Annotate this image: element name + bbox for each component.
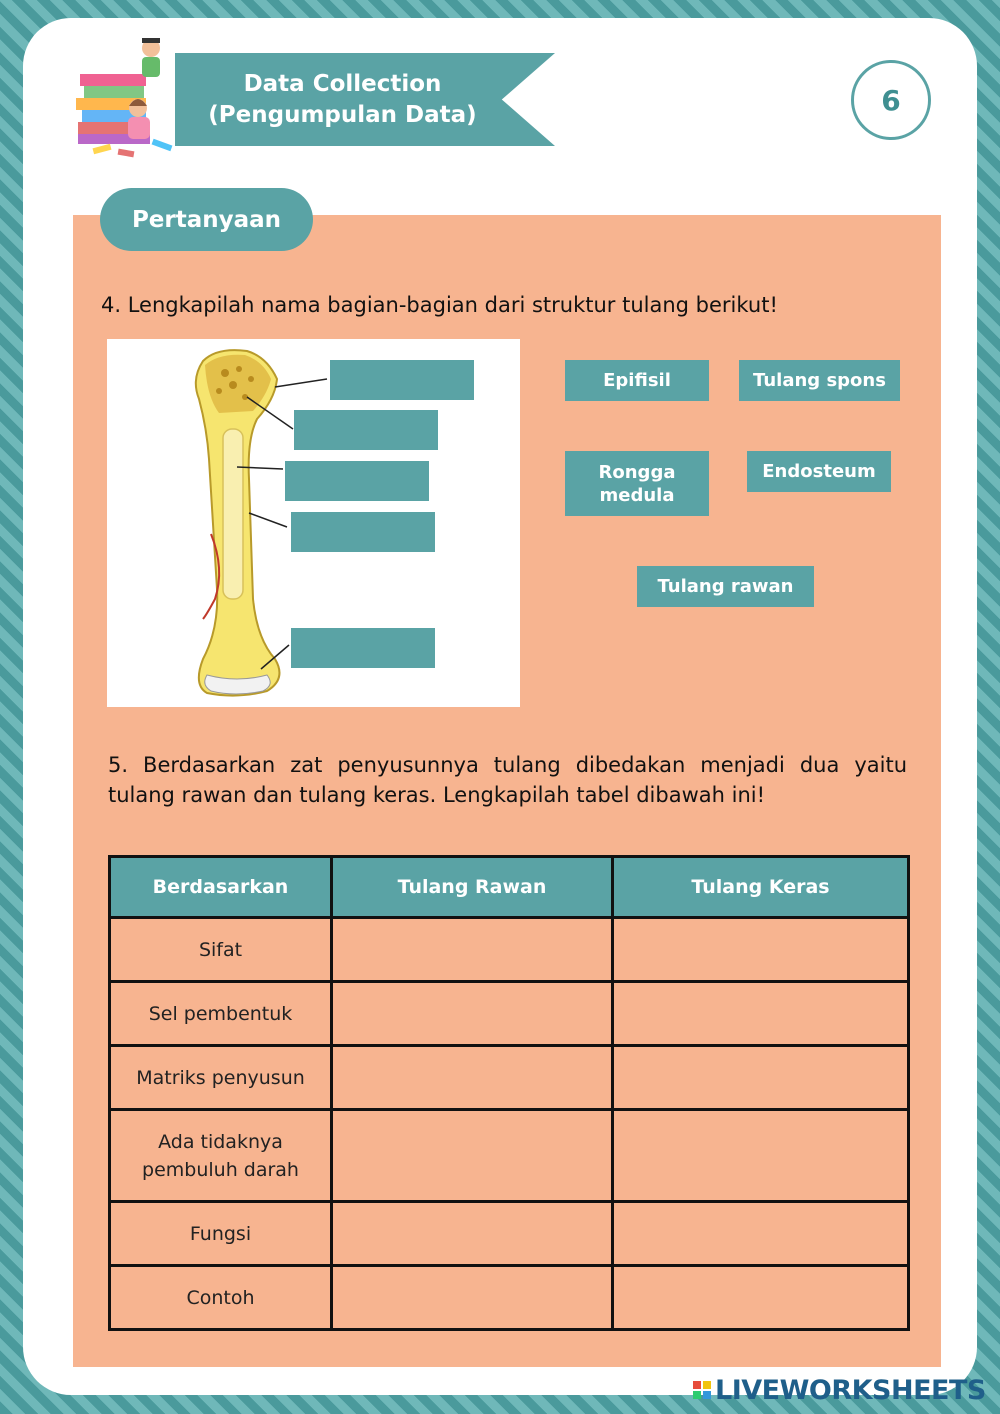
table-row — [110, 982, 909, 1046]
row-label: Matriks penyusun — [110, 1046, 332, 1110]
question-4-text: 4. Lengkapilah nama bagian-bagian dari struktur tulang berikut! — [101, 293, 778, 317]
section-tab: Pertanyaan — [100, 188, 313, 251]
answer-cell[interactable] — [332, 918, 613, 982]
row-label: Contoh — [110, 1266, 332, 1330]
table-row — [110, 1110, 909, 1202]
liveworksheets-logo[interactable] — [693, 1372, 986, 1408]
row-label: Sel pembentuk — [110, 982, 332, 1046]
row-label: Sifat — [110, 918, 332, 982]
header-berdasarkan: Berdasarkan — [110, 857, 332, 918]
answer-box-4[interactable] — [291, 512, 435, 552]
answer-cell[interactable] — [613, 982, 909, 1046]
option-endosteum[interactable]: Endosteum — [747, 451, 891, 492]
title-line-1: Data Collection — [243, 70, 442, 97]
answer-cell[interactable] — [613, 1046, 909, 1110]
answer-cell[interactable] — [613, 1110, 909, 1202]
table-row — [110, 918, 909, 982]
answer-box-5[interactable] — [291, 628, 435, 668]
answer-cell[interactable] — [332, 1046, 613, 1110]
option-epifisil[interactable]: Epifisil — [565, 360, 709, 401]
answer-cell[interactable] — [332, 1202, 613, 1266]
page-number-badge: 6 — [851, 60, 931, 140]
answer-box-2[interactable] — [294, 410, 438, 450]
answer-cell[interactable] — [332, 1110, 613, 1202]
question-5-text: 5. Berdasarkan zat penyusunnya tulang dibedakan menjadi dua yaitu tulang rawan dan tulang keras. Lengkapilah tabel dibawah ini! — [108, 753, 907, 807]
option-rongga-medula[interactable]: Rongga medula — [565, 451, 709, 516]
answer-cell[interactable] — [613, 1266, 909, 1330]
table-row — [110, 1046, 909, 1110]
title-banner-text — [175, 53, 510, 146]
option-tulang-rawan[interactable]: Tulang rawan — [637, 566, 814, 607]
header-tulang-rawan: Tulang Rawan — [332, 857, 613, 918]
answer-cell[interactable] — [613, 918, 909, 982]
title-line-2: (Pengumpulan Data) — [208, 101, 477, 128]
liveworksheets-brand-text: LIVEWORKSHEETS — [715, 1374, 986, 1406]
answer-cell[interactable] — [332, 1266, 613, 1330]
row-label: Fungsi — [110, 1202, 332, 1266]
header-tulang-keras: Tulang Keras — [613, 857, 909, 918]
answer-box-1[interactable] — [330, 360, 474, 400]
table-row — [110, 1202, 909, 1266]
table-header-row — [110, 857, 909, 918]
option-tulang-spons[interactable]: Tulang spons — [739, 360, 900, 401]
answer-cell[interactable] — [332, 982, 613, 1046]
answer-box-3[interactable] — [285, 461, 429, 501]
answer-cell[interactable] — [613, 1202, 909, 1266]
table-row — [110, 1266, 909, 1330]
liveworksheets-mark-icon — [693, 1381, 711, 1399]
row-label: Ada tidaknya pembuluh darah — [110, 1110, 332, 1202]
bone-comparison-table — [108, 855, 910, 1331]
